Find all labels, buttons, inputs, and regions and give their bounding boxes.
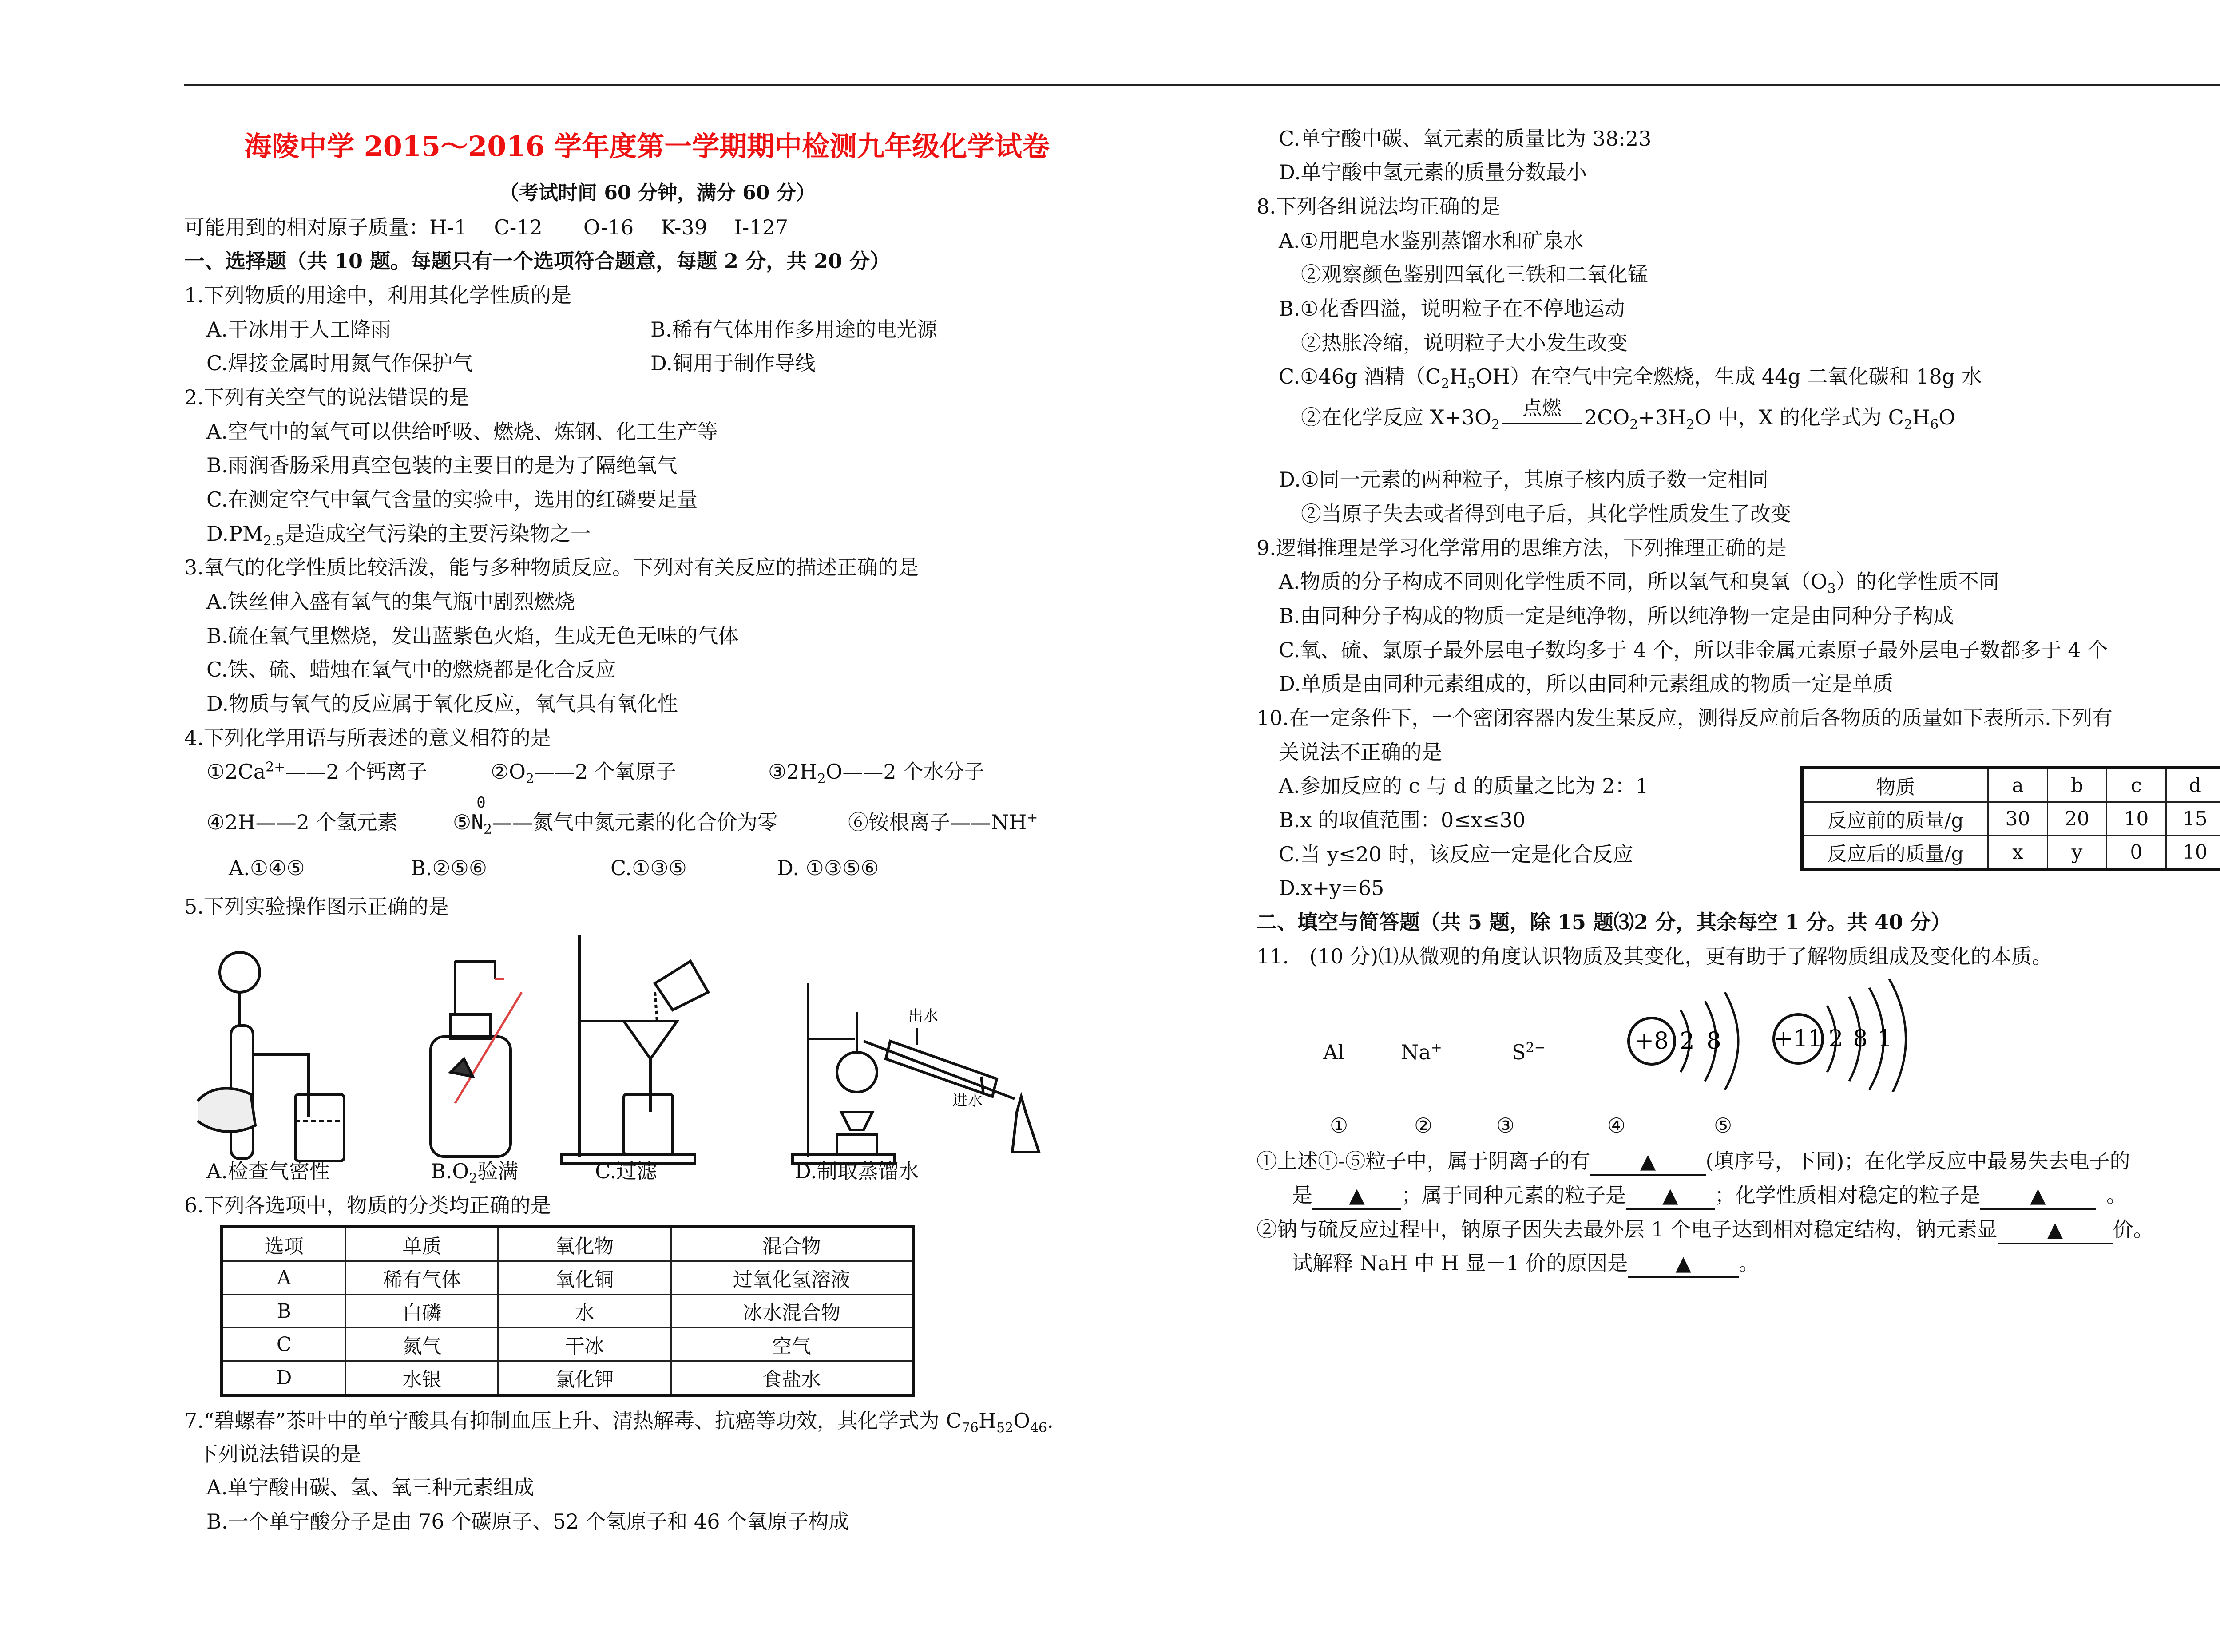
q5-option-b: $B.O_2$验满 — [431, 1159, 519, 1187]
q11-line-4: 试解释 NaH 中 H 显－1 价的原因是 ▲ 。 — [1292, 1250, 1759, 1278]
nucleus-charge: +8 — [1634, 1028, 1669, 1054]
q4-item-4: ④2H——2 个氢元素 — [206, 810, 398, 834]
q2-option-b: B.雨润香肠采用真空包装的主要目的是为了隔绝氧气 — [206, 453, 678, 477]
q2-option-d: $D.PM_{2.5}$是造成空气污染的主要污染物之一 — [206, 522, 591, 549]
answer-blank-sodium-valence[interactable]: ▲ — [1998, 1216, 2113, 1244]
q4-option-c: C.①③⑤ — [610, 856, 687, 880]
q8-a-1: A.①用肥皂水鉴别蒸馏水和矿泉水 — [1279, 229, 1584, 253]
q2-option-a: A.空气中的氧气可以供给呼吸、燃烧、炼钢、化工生产等 — [206, 420, 718, 444]
q4-option-b: B.②⑤⑥ — [411, 856, 488, 880]
q10-table-cell: d — [2166, 768, 2220, 802]
q9-option-d: D.单质是由同种元素组成的，所以由同种元素组成的物质一定是单质 — [1279, 672, 1893, 696]
q2-stem: 2.下列有关空气的说法错误的是 — [184, 385, 469, 409]
q11-line-2: 是 ▲ ；属于同种元素的粒子是 ▲ ；化学性质相对稳定的粒子是 ▲ 。 — [1292, 1182, 2127, 1210]
q1-option-a: A.干冰用于人工降雨 — [206, 317, 391, 341]
atomic-masses: 可能用到的相对原子质量：H-1 C-12 O-16 K-39 I-127 — [184, 215, 789, 239]
q6-table-row — [222, 1328, 913, 1361]
q10-table-cell: 10 — [2166, 836, 2220, 870]
atom-diagram-sodium — [1736, 959, 1923, 1092]
q10-table-row — [1802, 802, 2220, 836]
q8-b-1: B.①花香四溢，说明粒子在不停地运动 — [1279, 297, 1625, 321]
q8-c-2: ②在化学反应 $X+3O_2$ 点燃 $2CO_2+3H_2O$ 中，X 的化学式为 $C_2H_6O$ — [1301, 404, 1955, 431]
q3-option-b: B.硫在氧气里燃烧，发出蓝紫色火焰，生成无色无味的气体 — [206, 624, 739, 648]
q10-option-c: C.当 y≤20 时，该反应一定是化合反应 — [1279, 842, 1633, 866]
q6-table-cell: 氮气 — [346, 1328, 498, 1361]
q5-stem: 5.下列实验操作图示正确的是 — [184, 895, 449, 919]
q8-b-2: ②热胀冷缩，说明粒子大小发生改变 — [1301, 331, 1628, 355]
q9-option-b: B.由同种分子构成的物质一定是纯净物，所以纯净物一定是由同种分子构成 — [1279, 604, 1954, 628]
q8-stem: 8.下列各组说法均正确的是 — [1257, 194, 1501, 218]
q4-item-6: ⑥铵根离子——NH+ — [848, 810, 1038, 834]
q8-c-1: C.①46g 酒精$(C_2H_5OH)$在空气中完全燃烧，生成 44g 二氧化碳和 18g 水 — [1279, 364, 1982, 392]
q6-table-body — [222, 1227, 913, 1395]
q7-stem: 7.“碧螺春”茶叶中的单宁酸具有抑制血压上升、清热解毒、抗癌等功效，其化学式为 $C_{76}H_{52}O_{46}$. — [184, 1409, 1054, 1436]
q6-table-cell: 选项 — [222, 1227, 346, 1261]
q10-table-body — [1802, 768, 2220, 870]
q8-a-2: ②观察颜色鉴别四氧化三铁和二氧化锰 — [1301, 262, 1648, 286]
q3-stem: 3.氧气的化学性质比较活泼，能与多种物质反应。下列对有关反应的描述正确的是 — [184, 555, 919, 579]
particle-number-2: ② — [1414, 1113, 1433, 1137]
q6-table-cell: 过氧化氢溶液 — [671, 1261, 913, 1295]
q1-option-c: C.焊接金属时用氮气作保护气 — [206, 351, 473, 375]
q10-option-d: D.x+y=65 — [1279, 876, 1384, 900]
q6-classification-table — [220, 1225, 915, 1397]
q5-apparatus-figure — [184, 926, 1161, 1174]
particle-1-al: Al — [1323, 1040, 1344, 1064]
shell-2-electrons: 8 — [1706, 1028, 1721, 1054]
q6-table-cell: C — [222, 1328, 346, 1361]
q10-table-cell: 0 — [2107, 836, 2166, 870]
q1-stem: 1.下列物质的用途中，利用其化学性质的是 — [184, 283, 571, 307]
q10-table-cell: y — [2047, 836, 2106, 870]
answer-blank-same-element[interactable]: ▲ — [1626, 1182, 1715, 1210]
shell-1-electrons: 2 — [1680, 1028, 1695, 1054]
shell-2-electrons: 8 — [1853, 1026, 1868, 1052]
q10-stem-2: 关说法不正确的是 — [1279, 740, 1442, 764]
q6-table-cell: 冰水混合物 — [671, 1295, 913, 1328]
q10-table-row — [1802, 836, 2220, 870]
answer-blank-nah-reason[interactable]: ▲ — [1628, 1250, 1739, 1278]
q8-d-1: D.①同一元素的两种粒子，其原子核内质子数一定相同 — [1279, 467, 1769, 491]
q6-table-cell: 白磷 — [346, 1295, 498, 1328]
q2-option-c: C.在测定空气中氧气含量的实验中，选用的红磷要足量 — [206, 487, 698, 511]
shell-1-electrons: 2 — [1828, 1026, 1843, 1052]
q4-valence-zero: 0 — [476, 794, 486, 812]
q10-table-cell: 物质 — [1802, 768, 1988, 802]
q10-table-cell: 20 — [2047, 802, 2106, 836]
q7-option-b: B.一个单宁酸分子是由 76 个碳原子、52 个氢原子和 46 个氧原子构成 — [206, 1509, 849, 1533]
q10-table-cell: a — [1988, 768, 2047, 802]
top-rule — [184, 84, 2220, 86]
label-water-in: 进水 — [952, 1092, 983, 1109]
shell-3-electrons: 1 — [1877, 1026, 1892, 1052]
q4-option-d: D. ①③⑤⑥ — [777, 856, 879, 880]
label-water-out: 出水 — [908, 1008, 938, 1025]
particle-number-5: ⑤ — [1714, 1113, 1732, 1137]
q4-item-1: $①2Ca^{2+}——2$ 个钙离子 — [206, 759, 428, 784]
q9-stem: 9.逻辑推理是学习化学常用的思维方法，下列推理正确的是 — [1257, 536, 1787, 560]
apparatus-c-filtration — [562, 935, 708, 1163]
particle-number-3: ③ — [1496, 1113, 1515, 1137]
q6-table-cell: B — [222, 1295, 346, 1328]
q3-option-d: D.物质与氧气的反应属于氧化反应，氧气具有氧化性 — [206, 692, 678, 716]
q10-option-a: A.参加反应的 c 与 d 的质量之比为 2：1 — [1279, 774, 1649, 798]
particle-3-s-ion: $S^{2-}$ — [1512, 1040, 1546, 1064]
particle-number-4: ④ — [1607, 1113, 1626, 1137]
q3-option-c: C.铁、硫、蜡烛在氧气中的燃烧都是化合反应 — [206, 658, 616, 681]
q9-option-c: C.氧、硫、氯原子最外层电子数均多于 4 个，所以非金属元素原子最外层电子数都多于 4 个 — [1279, 638, 2108, 662]
q4-item-2: $②O_2——2$ 个氧原子 — [491, 760, 676, 787]
q10-mass-table — [1800, 766, 2220, 871]
q6-table-cell: 氯化钾 — [498, 1361, 671, 1395]
q10-table-cell: 30 — [1988, 802, 2047, 836]
particle-2-na-ion: Na+ — [1401, 1040, 1442, 1064]
answer-blank-lose-electron[interactable]: ▲ — [1312, 1182, 1401, 1210]
q1-option-d: D.铜用于制作导线 — [650, 351, 816, 375]
q6-table-row — [222, 1227, 913, 1261]
q4-item-5: ⑤ 0 $N_2——$氮气中氮元素的化合价为零 — [453, 809, 778, 836]
reaction-arrow — [1500, 397, 1584, 431]
q6-table-cell: D — [222, 1361, 346, 1395]
q5-option-a: A.检查气密性 — [206, 1159, 330, 1183]
q10-table-cell: 15 — [2166, 802, 2220, 836]
q6-table-cell: 氧化物 — [498, 1227, 671, 1261]
q10-table-cell: 10 — [2107, 802, 2166, 836]
q11-line-1: ①上述①-⑤粒子中，属于阴离子的有 ▲ (填序号，下同)；在化学反应中最易失去电子的 — [1257, 1148, 2130, 1176]
q6-table-cell: 混合物 — [671, 1227, 913, 1261]
page-title: 海陵中学 2015～2016 学年度第一学期期中检测九年级化学试卷 — [244, 130, 1050, 162]
apparatus-a-test-tube — [198, 952, 344, 1161]
q6-table-cell: 水银 — [346, 1361, 498, 1395]
answer-blank-stable[interactable]: ▲ — [1980, 1182, 2096, 1210]
q5-option-d: D.制取蒸馏水 — [795, 1159, 919, 1183]
q10-table-row — [1802, 768, 2220, 802]
q10-table-cell: b — [2047, 768, 2106, 802]
particle-number-1: ① — [1330, 1113, 1348, 1137]
q10-table-cell: x — [1988, 836, 2047, 870]
q6-stem: 6.下列各选项中，物质的分类均正确的是 — [184, 1193, 551, 1217]
q10-table-cell: c — [2107, 768, 2166, 802]
q6-table-row — [222, 1261, 913, 1295]
q6-table-cell: 单质 — [346, 1227, 498, 1261]
q6-table-cell: 干冰 — [498, 1328, 671, 1361]
q6-table-cell: 稀有气体 — [346, 1261, 498, 1295]
q3-option-a: A.铁丝伸入盛有氧气的集气瓶中剧烈燃烧 — [206, 590, 575, 614]
q6-table-row — [222, 1295, 913, 1328]
page-subtitle: （考试时间 60 分钟，满分 60 分） — [500, 182, 816, 204]
q6-table-cell: 空气 — [671, 1328, 913, 1361]
nucleus-charge: +11 — [1774, 1026, 1823, 1052]
q5-option-c: C.过滤 — [595, 1159, 658, 1183]
q6-table-cell: A — [222, 1261, 346, 1295]
section2-heading: 二、填空与简答题（共 5 题，除 15 题⑶2 分，其余每空 1 分。共 40 分） — [1257, 910, 1951, 934]
q10-option-b: B.x 的取值范围：0≤x≤30 — [1279, 808, 1526, 832]
q7-option-c: C.单宁酸中碳、氧元素的质量比为 38:23 — [1279, 127, 1652, 151]
q7-option-a: A.单宁酸由碳、氢、氧三种元素组成 — [206, 1475, 534, 1499]
q6-table-row — [222, 1361, 913, 1395]
q4-stem: 4.下列化学用语与所表述的意义相符的是 — [184, 726, 551, 750]
q8-d-2: ②当原子失去或者得到电子后，其化学性质发生了改变 — [1301, 502, 1791, 526]
q6-table-cell: 食盐水 — [671, 1361, 913, 1395]
q11-line-3: ②钠与硫反应过程中，钠原子因失去最外层 1 个电子达到相对稳定结构，钠元素显 ▲ 价。 — [1257, 1216, 2154, 1244]
q9-option-a: A.物质的分子构成不同则化学性质不同，所以氧气和臭氧$(O_3)$的化学性质不同 — [1279, 570, 1999, 597]
answer-blank-anions[interactable]: ▲ — [1590, 1148, 1706, 1176]
q10-stem: 10.在一定条件下，一个密闭容器内发生某反应，测得反应前后各物质的质量如下表所示.下列有 — [1257, 706, 2113, 730]
q4-option-a: A.①④⑤ — [229, 856, 305, 880]
apparatus-b-gas-bottle — [431, 961, 522, 1157]
q4-item-3: $③2H_2O——2$ 个水分子 — [768, 760, 985, 787]
q6-table-cell: 氧化铜 — [498, 1261, 671, 1295]
q10-table-cell: 反应后的质量/g — [1802, 836, 1988, 870]
q1-option-b: B.稀有气体用作多用途的电光源 — [650, 317, 938, 341]
q7-stem-2: 下列说法错误的是 — [198, 1442, 361, 1466]
q6-table-cell: 水 — [498, 1295, 671, 1328]
q7-option-d: D.单宁酸中氢元素的质量分数最小 — [1279, 160, 1587, 184]
q10-table-cell: 反应前的质量/g — [1802, 802, 1988, 836]
q11-stem: 11. (10 分)⑴从微观的角度认识物质及其变化，更有助于了解物质组成及变化的本质。 — [1257, 944, 2053, 968]
reaction-condition: 点燃 — [1522, 397, 1562, 420]
section1-heading: 一、选择题（共 10 题。每题只有一个选项符合题意，每题 2 分，共 20 分） — [184, 249, 891, 273]
